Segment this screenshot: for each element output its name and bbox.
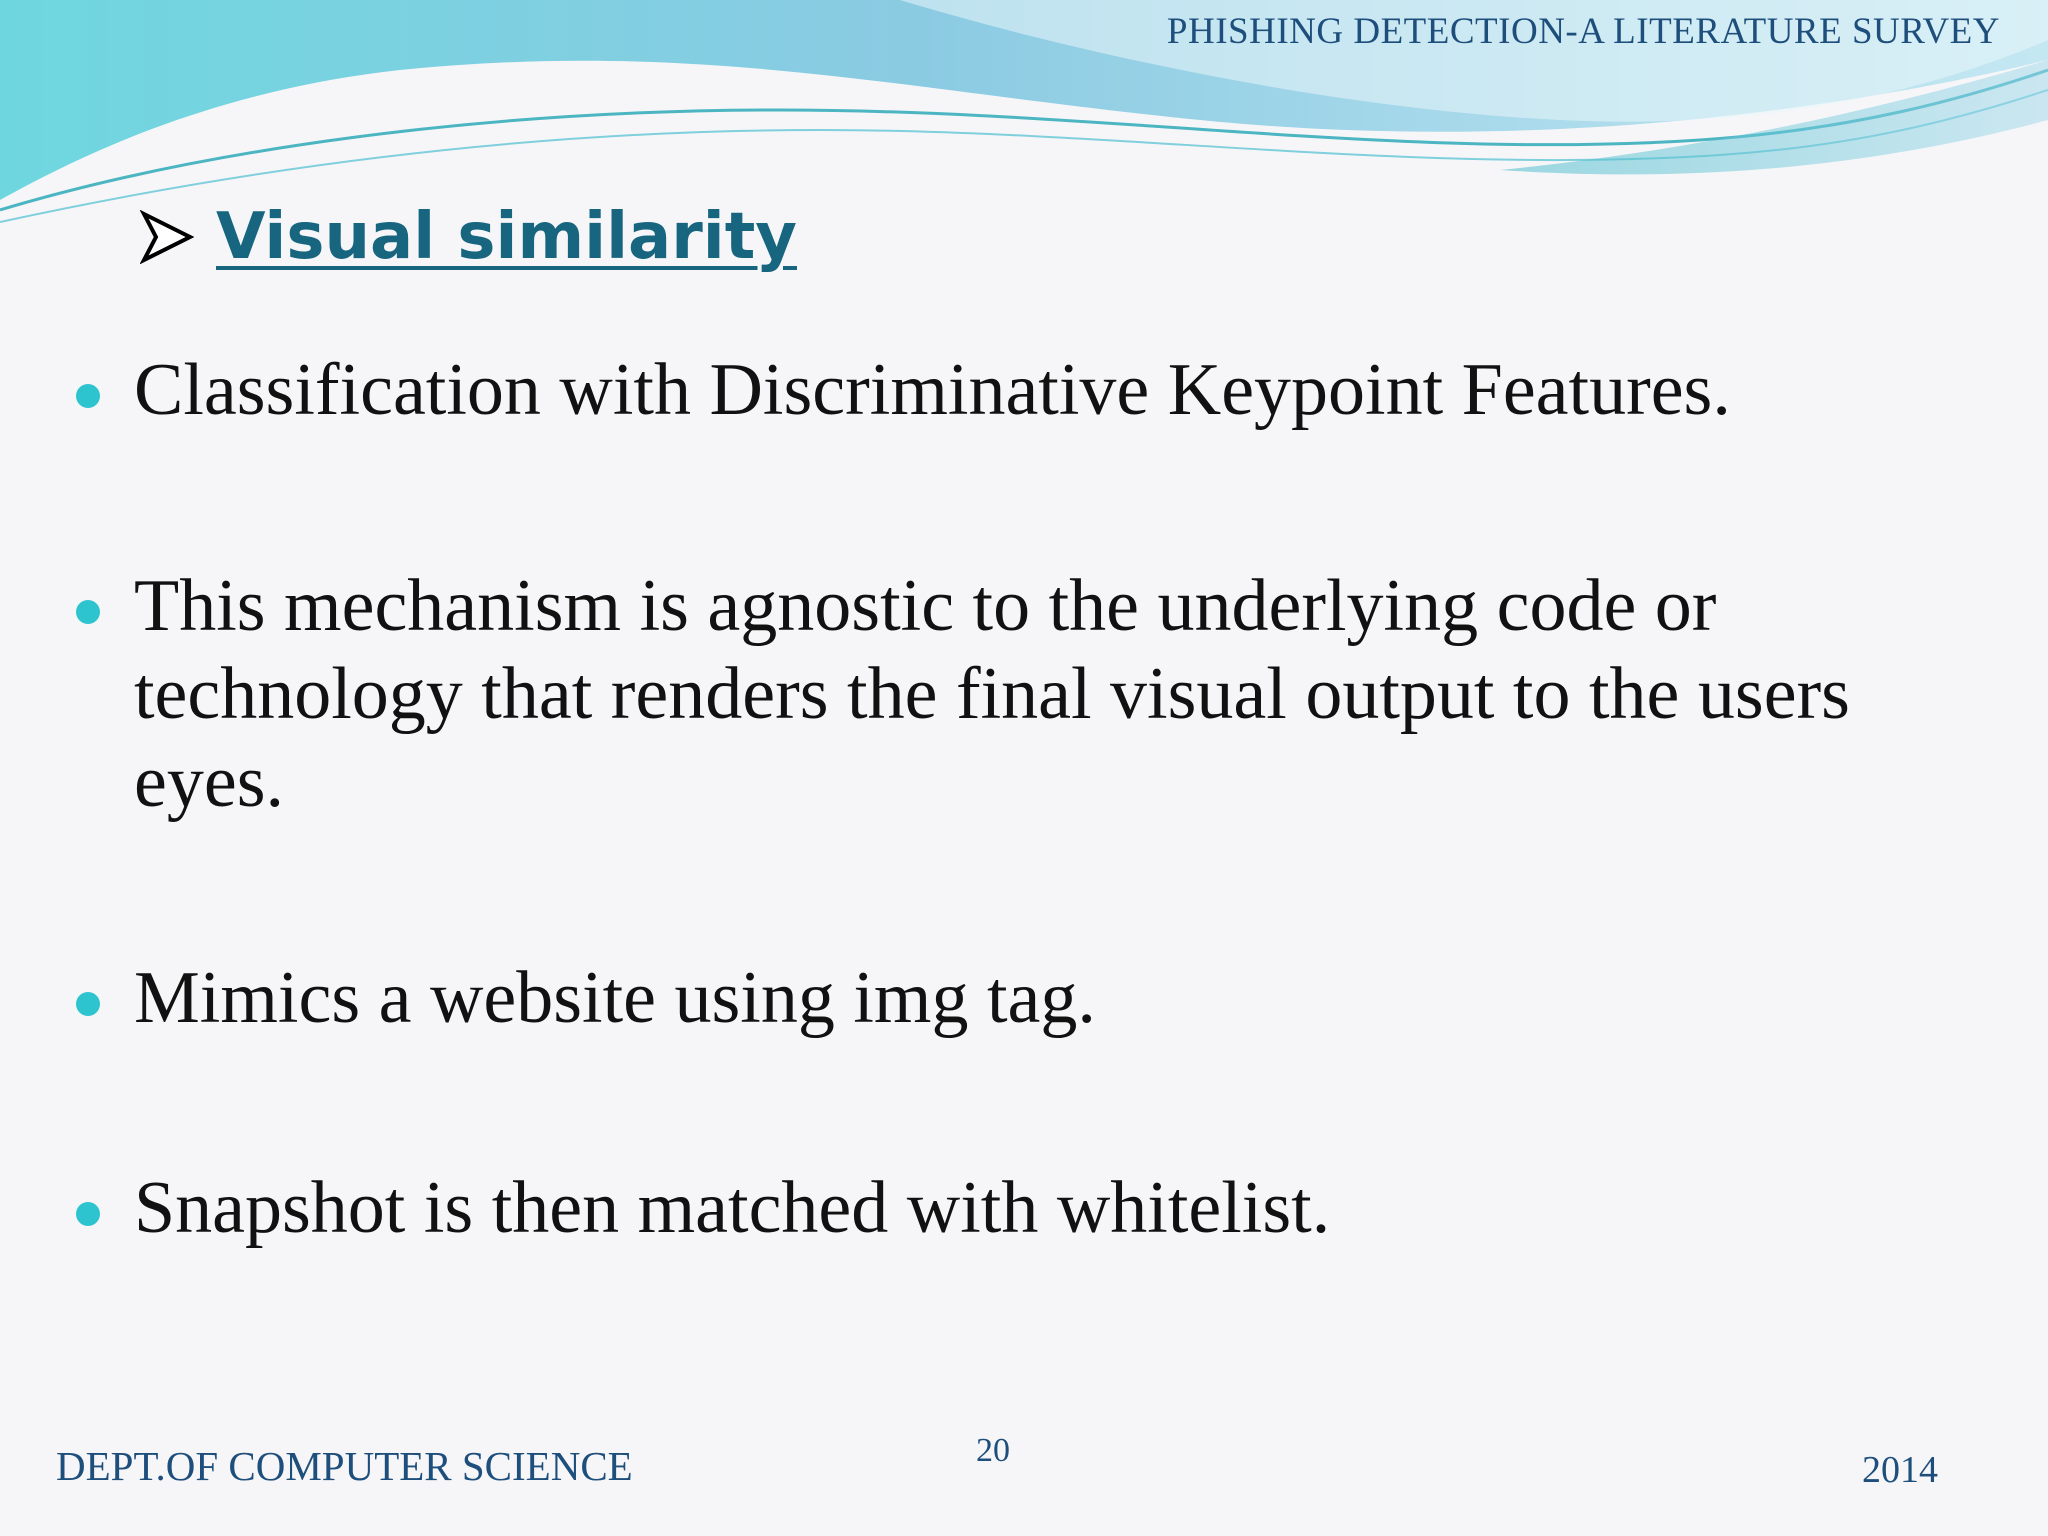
- footer-department: DEPT.OF COMPUTER SCIENCE: [56, 1443, 633, 1489]
- slide-number: 20: [976, 1432, 1010, 1469]
- arrowhead-icon: [140, 210, 194, 264]
- bullet-item: [76, 562, 1914, 826]
- bullet-dot-icon: [76, 992, 100, 1016]
- bullet-item: [76, 954, 1914, 1042]
- bullet-dot-icon: [76, 600, 100, 624]
- bullet-item: [76, 1164, 1914, 1252]
- bullet-text: This mechanism is agnostic to the underlying code or technology that renders the final visual output to the users eyes.: [134, 565, 1850, 823]
- bullet-item: [76, 346, 1914, 434]
- section-heading-text: Visual similarity: [216, 200, 797, 274]
- bullet-text: Mimics a website using img tag.: [134, 957, 1096, 1039]
- bullet-dot-icon: [76, 1202, 100, 1226]
- bullet-dot-icon: [76, 384, 100, 408]
- section-heading: [140, 200, 797, 274]
- footer-year: 2014: [1862, 1449, 1938, 1491]
- bullet-text: Classification with Discriminative Keypoint Features.: [134, 349, 1731, 431]
- bullet-text: Snapshot is then matched with whitelist.: [134, 1167, 1331, 1249]
- presentation-title: PHISHING DETECTION-A LITERATURE SURVEY: [1166, 11, 2000, 52]
